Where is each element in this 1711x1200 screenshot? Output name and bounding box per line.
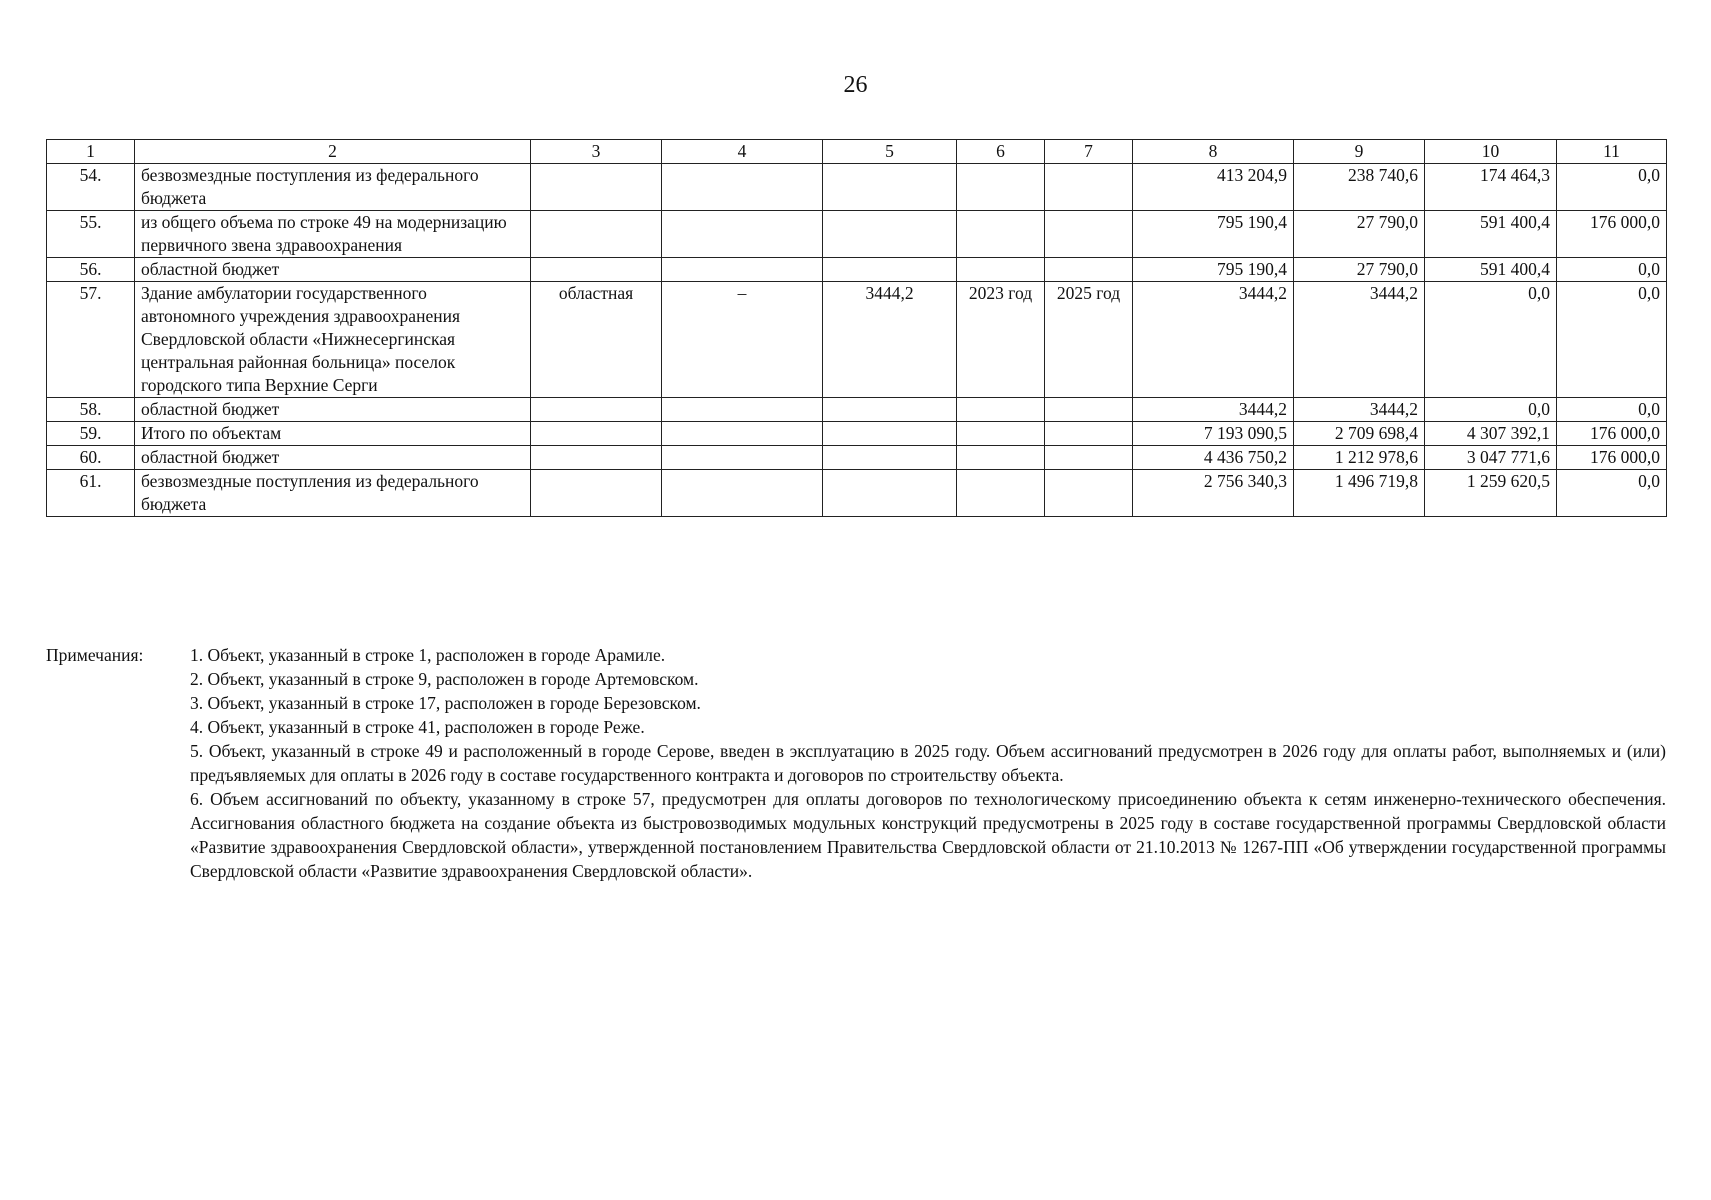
amount-2025-cell: 3444,2 [1294, 398, 1425, 422]
column-4-cell [662, 470, 823, 517]
column-header: 6 [957, 140, 1045, 164]
end-year-cell [1045, 422, 1133, 446]
note-item: 2. Объект, указанный в строке 9, расположен в городе Артемовском. [190, 669, 699, 689]
note-item: 5. Объект, указанный в строке 49 и расположенный в городе Серове, введен в эксплуатацию в 2025 году. Объем ассигнований предусмотрен в 2026 году для оплаты работ, выполняемых и (или) предъявляемых для оплаты в 2026 году в составе государственного контракта и договоров по строительству объекта. [190, 741, 1666, 785]
amount-2027-cell: 0,0 [1557, 282, 1667, 398]
row-number: 54. [47, 164, 135, 211]
end-year-cell [1045, 398, 1133, 422]
table-header-row [47, 140, 1667, 164]
total-amount-cell: 795 190,4 [1133, 258, 1294, 282]
notes-label: Примечания: [46, 645, 144, 665]
amount-2025-cell: 27 790,0 [1294, 211, 1425, 258]
row-name: Итого по объектам [135, 422, 531, 446]
budget-level-cell: областная [531, 282, 662, 398]
table-row [47, 282, 1667, 398]
end-year-cell [1045, 470, 1133, 517]
column-header: 7 [1045, 140, 1133, 164]
amount-2027-cell: 0,0 [1557, 258, 1667, 282]
row-number: 56. [47, 258, 135, 282]
amount-2025-cell: 3444,2 [1294, 282, 1425, 398]
column-header: 10 [1425, 140, 1557, 164]
row-number: 59. [47, 422, 135, 446]
budget-level-cell [531, 470, 662, 517]
column-4-cell [662, 164, 823, 211]
row-number: 55. [47, 211, 135, 258]
note-item: 1. Объект, указанный в строке 1, расположен в городе Арамиле. [190, 645, 666, 665]
budget-level-cell [531, 258, 662, 282]
amount-2025-cell: 1 212 978,6 [1294, 446, 1425, 470]
total-amount-cell: 7 193 090,5 [1133, 422, 1294, 446]
row-name: областной бюджет [135, 446, 531, 470]
table-row [47, 470, 1667, 517]
column-4-cell [662, 258, 823, 282]
end-year-cell [1045, 446, 1133, 470]
table-row [47, 398, 1667, 422]
page-number: 26 [843, 72, 868, 98]
amount-2027-cell: 0,0 [1557, 164, 1667, 211]
amount-2025-cell: 1 496 719,8 [1294, 470, 1425, 517]
notes-list [190, 643, 1666, 883]
budget-level-cell [531, 422, 662, 446]
column-header: 8 [1133, 140, 1294, 164]
capacity-cell: 3444,2 [823, 282, 957, 398]
note-item: 3. Объект, указанный в строке 17, расположен в городе Березовском. [190, 693, 701, 713]
column-header: 2 [135, 140, 531, 164]
column-4-cell [662, 422, 823, 446]
table-row [47, 164, 1667, 211]
amount-2026-cell: 591 400,4 [1425, 211, 1557, 258]
amount-2025-cell: 238 740,6 [1294, 164, 1425, 211]
table-row [47, 211, 1667, 258]
column-4-cell [662, 446, 823, 470]
start-year-cell [957, 422, 1045, 446]
capacity-cell [823, 470, 957, 517]
start-year-cell [957, 470, 1045, 517]
amount-2027-cell: 176 000,0 [1557, 446, 1667, 470]
amount-2026-cell: 3 047 771,6 [1425, 446, 1557, 470]
row-name: Здание амбулатории государственного автономного учреждения здравоохранения Свердловской области «Нижнесергинская центральная районная больница» поселок городского типа Верхние Серги [135, 282, 531, 398]
column-header: 1 [47, 140, 135, 164]
total-amount-cell: 4 436 750,2 [1133, 446, 1294, 470]
capacity-cell [823, 398, 957, 422]
row-number: 58. [47, 398, 135, 422]
total-amount-cell: 795 190,4 [1133, 211, 1294, 258]
row-name: областной бюджет [135, 258, 531, 282]
end-year-cell: 2025 год [1045, 282, 1133, 398]
start-year-cell [957, 398, 1045, 422]
capacity-cell [823, 446, 957, 470]
end-year-cell [1045, 258, 1133, 282]
total-amount-cell: 413 204,9 [1133, 164, 1294, 211]
amount-2025-cell: 2 709 698,4 [1294, 422, 1425, 446]
column-header: 9 [1294, 140, 1425, 164]
amount-2026-cell: 4 307 392,1 [1425, 422, 1557, 446]
column-header: 11 [1557, 140, 1667, 164]
row-number: 60. [47, 446, 135, 470]
total-amount-cell: 3444,2 [1133, 398, 1294, 422]
table-row [47, 446, 1667, 470]
amount-2027-cell: 176 000,0 [1557, 422, 1667, 446]
row-name: безвозмездные поступления из федерального бюджета [135, 470, 531, 517]
amount-2026-cell: 0,0 [1425, 398, 1557, 422]
end-year-cell [1045, 211, 1133, 258]
amount-2026-cell: 174 464,3 [1425, 164, 1557, 211]
row-name: областной бюджет [135, 398, 531, 422]
row-number: 57. [47, 282, 135, 398]
column-4-cell: – [662, 282, 823, 398]
budget-level-cell [531, 446, 662, 470]
total-amount-cell: 2 756 340,3 [1133, 470, 1294, 517]
column-header: 3 [531, 140, 662, 164]
column-4-cell [662, 211, 823, 258]
budget-level-cell [531, 398, 662, 422]
amount-2027-cell: 176 000,0 [1557, 211, 1667, 258]
amount-2026-cell: 0,0 [1425, 282, 1557, 398]
row-name: из общего объема по строке 49 на модернизацию первичного звена здравоохранения [135, 211, 531, 258]
amount-2027-cell: 0,0 [1557, 470, 1667, 517]
start-year-cell [957, 258, 1045, 282]
budget-level-cell [531, 164, 662, 211]
amount-2026-cell: 1 259 620,5 [1425, 470, 1557, 517]
row-name: безвозмездные поступления из федерального бюджета [135, 164, 531, 211]
capacity-cell [823, 258, 957, 282]
capacity-cell [823, 164, 957, 211]
capacity-cell [823, 211, 957, 258]
start-year-cell [957, 164, 1045, 211]
row-number: 61. [47, 470, 135, 517]
column-header: 4 [662, 140, 823, 164]
capacity-cell [823, 422, 957, 446]
amount-2027-cell: 0,0 [1557, 398, 1667, 422]
budget-level-cell [531, 211, 662, 258]
amount-2025-cell: 27 790,0 [1294, 258, 1425, 282]
column-header: 5 [823, 140, 957, 164]
end-year-cell [1045, 164, 1133, 211]
table-row [47, 422, 1667, 446]
column-4-cell [662, 398, 823, 422]
budget-table [46, 139, 1667, 517]
table-row [47, 258, 1667, 282]
note-item: 6. Объем ассигнований по объекту, указанному в строке 57, предусмотрен для оплаты договоров по технологическому присоединению объекта к сетям инженерно-технического обеспечения. Ассигнования областного бюджета на создание объекта из быстровозводимых модульных конструкций предусмотрены в 2025 году в составе государственной программы Свердловской области «Развитие здравоохранения Свердловской области», утвержденной постановлением Правительства Свердловской области от 21.10.2013 № 1267-ПП «Об утверждении государственной программы Свердловской области «Развитие здравоохранения Свердловской области». [190, 789, 1666, 881]
start-year-cell: 2023 год [957, 282, 1045, 398]
start-year-cell [957, 211, 1045, 258]
amount-2026-cell: 591 400,4 [1425, 258, 1557, 282]
note-item: 4. Объект, указанный в строке 41, расположен в городе Реже. [190, 717, 645, 737]
total-amount-cell: 3444,2 [1133, 282, 1294, 398]
start-year-cell [957, 446, 1045, 470]
